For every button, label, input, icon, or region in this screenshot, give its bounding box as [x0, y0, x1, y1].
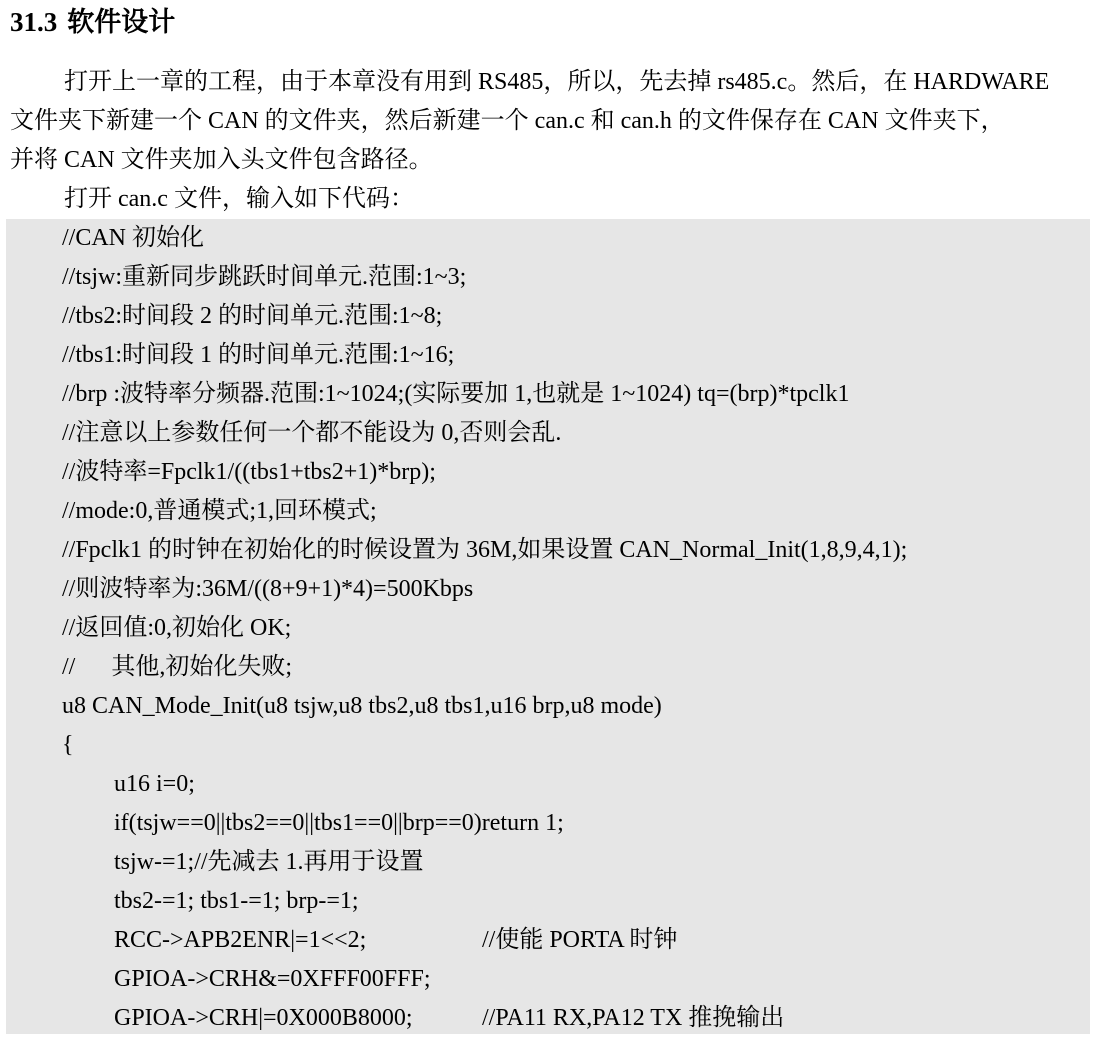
- code-line: //则波特率为:36M/((8+9+1)*4)=500Kbps: [62, 576, 474, 602]
- section-heading: [10, 2, 175, 42]
- code-line: u16 i=0;: [114, 771, 195, 797]
- code-line: //注意以上参数任何一个都不能设为 0,否则会乱.: [62, 420, 562, 446]
- code-line: //Fpclk1 的时钟在初始化的时候设置为 36M,如果设置 CAN_Normal_Init(1,8,9,4,1);: [62, 537, 908, 563]
- intro-line: 并将 CAN 文件夹加入头文件包含路径。: [10, 147, 433, 173]
- code-line: //CAN 初始化: [62, 225, 205, 251]
- code-line: tbs2-=1; tbs1-=1; brp-=1;: [114, 888, 359, 914]
- code-line: RCC->APB2ENR|=1<<2;: [114, 927, 367, 953]
- intro-line: 打开上一章的工程，由于本章没有用到 RS485，所以，先去掉 rs485.c。然后，在 HARDWARE: [64, 69, 1050, 95]
- code-line: u8 CAN_Mode_Init(u8 tsjw,u8 tbs2,u8 tbs1,u16 brp,u8 mode): [62, 693, 662, 719]
- section-title-text: 软件设计: [67, 7, 176, 37]
- code-line: //mode:0,普通模式;1,回环模式;: [62, 498, 377, 524]
- code-line: //tsjw:重新同步跳跃时间单元.范围:1~3;: [62, 264, 467, 290]
- code-line: tsjw-=1;//先减去 1.再用于设置: [114, 849, 424, 875]
- code-line: //tbs2:时间段 2 的时间单元.范围:1~8;: [62, 303, 443, 329]
- code-listing: [6, 219, 1090, 1034]
- code-line: //tbs1:时间段 1 的时间单元.范围:1~16;: [62, 342, 455, 368]
- code-line: // 其他,初始化失败;: [62, 654, 293, 680]
- code-comment: //使能 PORTA 时钟: [482, 927, 678, 953]
- instruction-text: 打开 can.c 文件，输入如下代码：: [64, 186, 414, 212]
- code-comment: //PA11 RX,PA12 TX 推挽输出: [482, 1005, 785, 1031]
- code-line: GPIOA->CRH|=0X000B8000;: [114, 1005, 413, 1031]
- section-number: 31.3: [10, 7, 58, 37]
- instruction-paragraph: [10, 180, 1088, 219]
- code-line: GPIOA->CRH&=0XFFF00FFF;: [114, 966, 431, 992]
- code-line: //返回值:0,初始化 OK;: [62, 615, 292, 641]
- intro-line: 文件夹下新建一个 CAN 的文件夹，然后新建一个 can.c 和 can.h 的文件保存在 CAN 文件夹下，: [10, 108, 1005, 134]
- code-line: //波特率=Fpclk1/((tbs1+tbs2+1)*brp);: [62, 459, 436, 485]
- code-line: //brp :波特率分频器.范围:1~1024;(实际要加 1,也就是 1~1024) tq=(brp)*tpclk1: [62, 381, 850, 407]
- intro-paragraph: [10, 63, 1088, 180]
- code-line: {: [62, 732, 74, 758]
- code-line: if(tsjw==0||tbs2==0||tbs1==0||brp==0)return 1;: [114, 810, 564, 836]
